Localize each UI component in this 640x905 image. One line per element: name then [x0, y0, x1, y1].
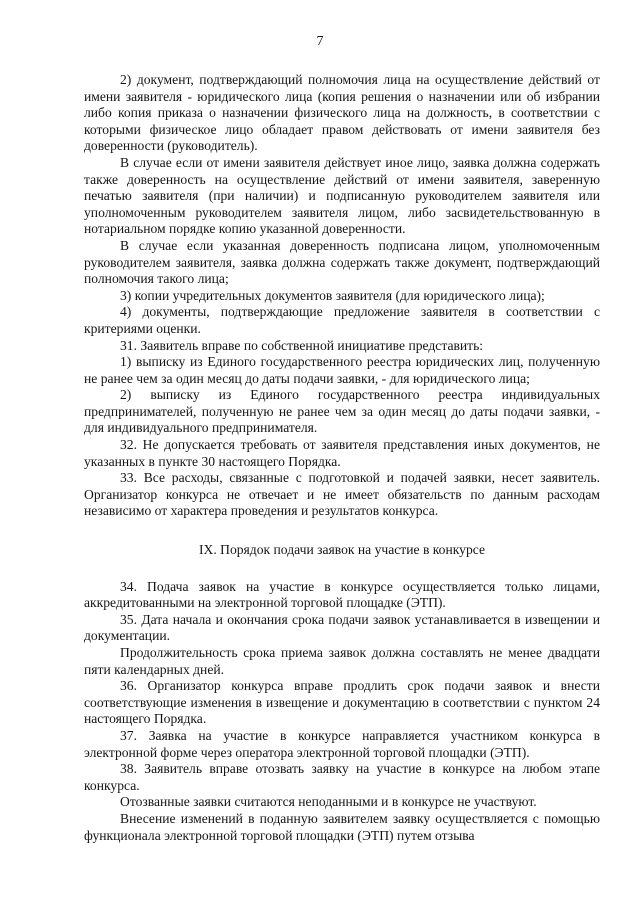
paragraph: 1) выписку из Единого государственного реестра юридических лиц, полученную не ранее чем за один месяц до даты подачи заявки, - для юридического лица;: [84, 354, 600, 386]
body-text: [84, 72, 600, 844]
paragraph: 33. Все расходы, связанные с подготовкой и подачей заявки, несет заявитель. Организатор конкурса не отвечает и не имеет обязательств по данным расходам независимо от характера проведения и результатов конкурса.: [84, 470, 600, 519]
paragraph: Внесение изменений в поданную заявителем заявку осуществляется с помощью функционала электронной торговой площадки (ЭТП) путем отзыва: [84, 810, 600, 843]
paragraph: 36. Организатор конкурса вправе продлить срок подачи заявок и внести соответствующие изменения в извещение и документацию в соответствии с пунктом 24 настоящего Порядка.: [84, 678, 600, 727]
page-number: 7: [316, 34, 324, 49]
paragraph: Отозванные заявки считаются неподанными и в конкурсе не участвуют.: [120, 794, 537, 810]
paragraph: В случае если указанная доверенность подписана лицом, уполномоченным руководителем заявителя, заявка должна содержать также документ, подтверждающий полномочия такого лица;: [84, 237, 600, 287]
paragraph: 2) документ, подтверждающий полномочия лица на осуществление действий от имени заявителя - юридического лица (копия решения о назначении или об избрании либо копия приказа о назначении физического лица на должность, в соответствии с которыми физическое лицо обладает правом действовать от имени заявителя без доверенности (руководитель).: [84, 72, 600, 154]
paragraph: 35. Дата начала и окончания срока подачи заявок устанавливается в извещении и документации.: [84, 611, 600, 644]
paragraph: 34. Подача заявок на участие в конкурсе осуществляется только лицами, аккредитованными на электронной торговой площадке (ЭТП).: [84, 578, 600, 611]
paragraph: В случае если от имени заявителя действует иное лицо, заявка должна содержать также доверенность на осуществление действий от имени заявителя, заверенную печатью заявителя (при наличии) и подписанную руководителем заявителя или уполномоченным руководителем заявителя лицом, либо засвидетельствованную в нотариальном порядке копию указанной доверенности.: [84, 154, 600, 237]
paragraph: Продолжительность срока приема заявок должна составлять не менее двадцати пяти календарных дней.: [84, 645, 600, 677]
paragraph: 2) выписку из Единого государственного реестра индивидуальных предпринимателей, полученную не ранее чем за один месяц до даты подачи заявки, - для индивидуального предпринимателя.: [84, 387, 600, 436]
paragraph: 32. Не допускается требовать от заявителя представления иных документов, не указанных в пункте 30 настоящего Порядка.: [84, 437, 600, 469]
paragraph: 31. Заявитель вправе по собственной инициативе представить:: [120, 337, 484, 353]
paragraph: 4) документы, подтверждающие предложение заявителя в соответствии с критериями оценки.: [84, 304, 600, 336]
section-heading: IX. Порядок подачи заявок на участие в конкурсе: [199, 542, 485, 558]
paragraph: 38. Заявитель вправе отозвать заявку на участие в конкурсе на любом этапе конкурса.: [84, 761, 600, 793]
paragraph: 37. Заявка на участие в конкурсе направляется участником конкурса в электронной форме через оператора электронной торговой площадки (ЭТП).: [84, 727, 600, 760]
paragraph: 3) копии учредительных документов заявителя (для юридического лица);: [120, 287, 545, 303]
